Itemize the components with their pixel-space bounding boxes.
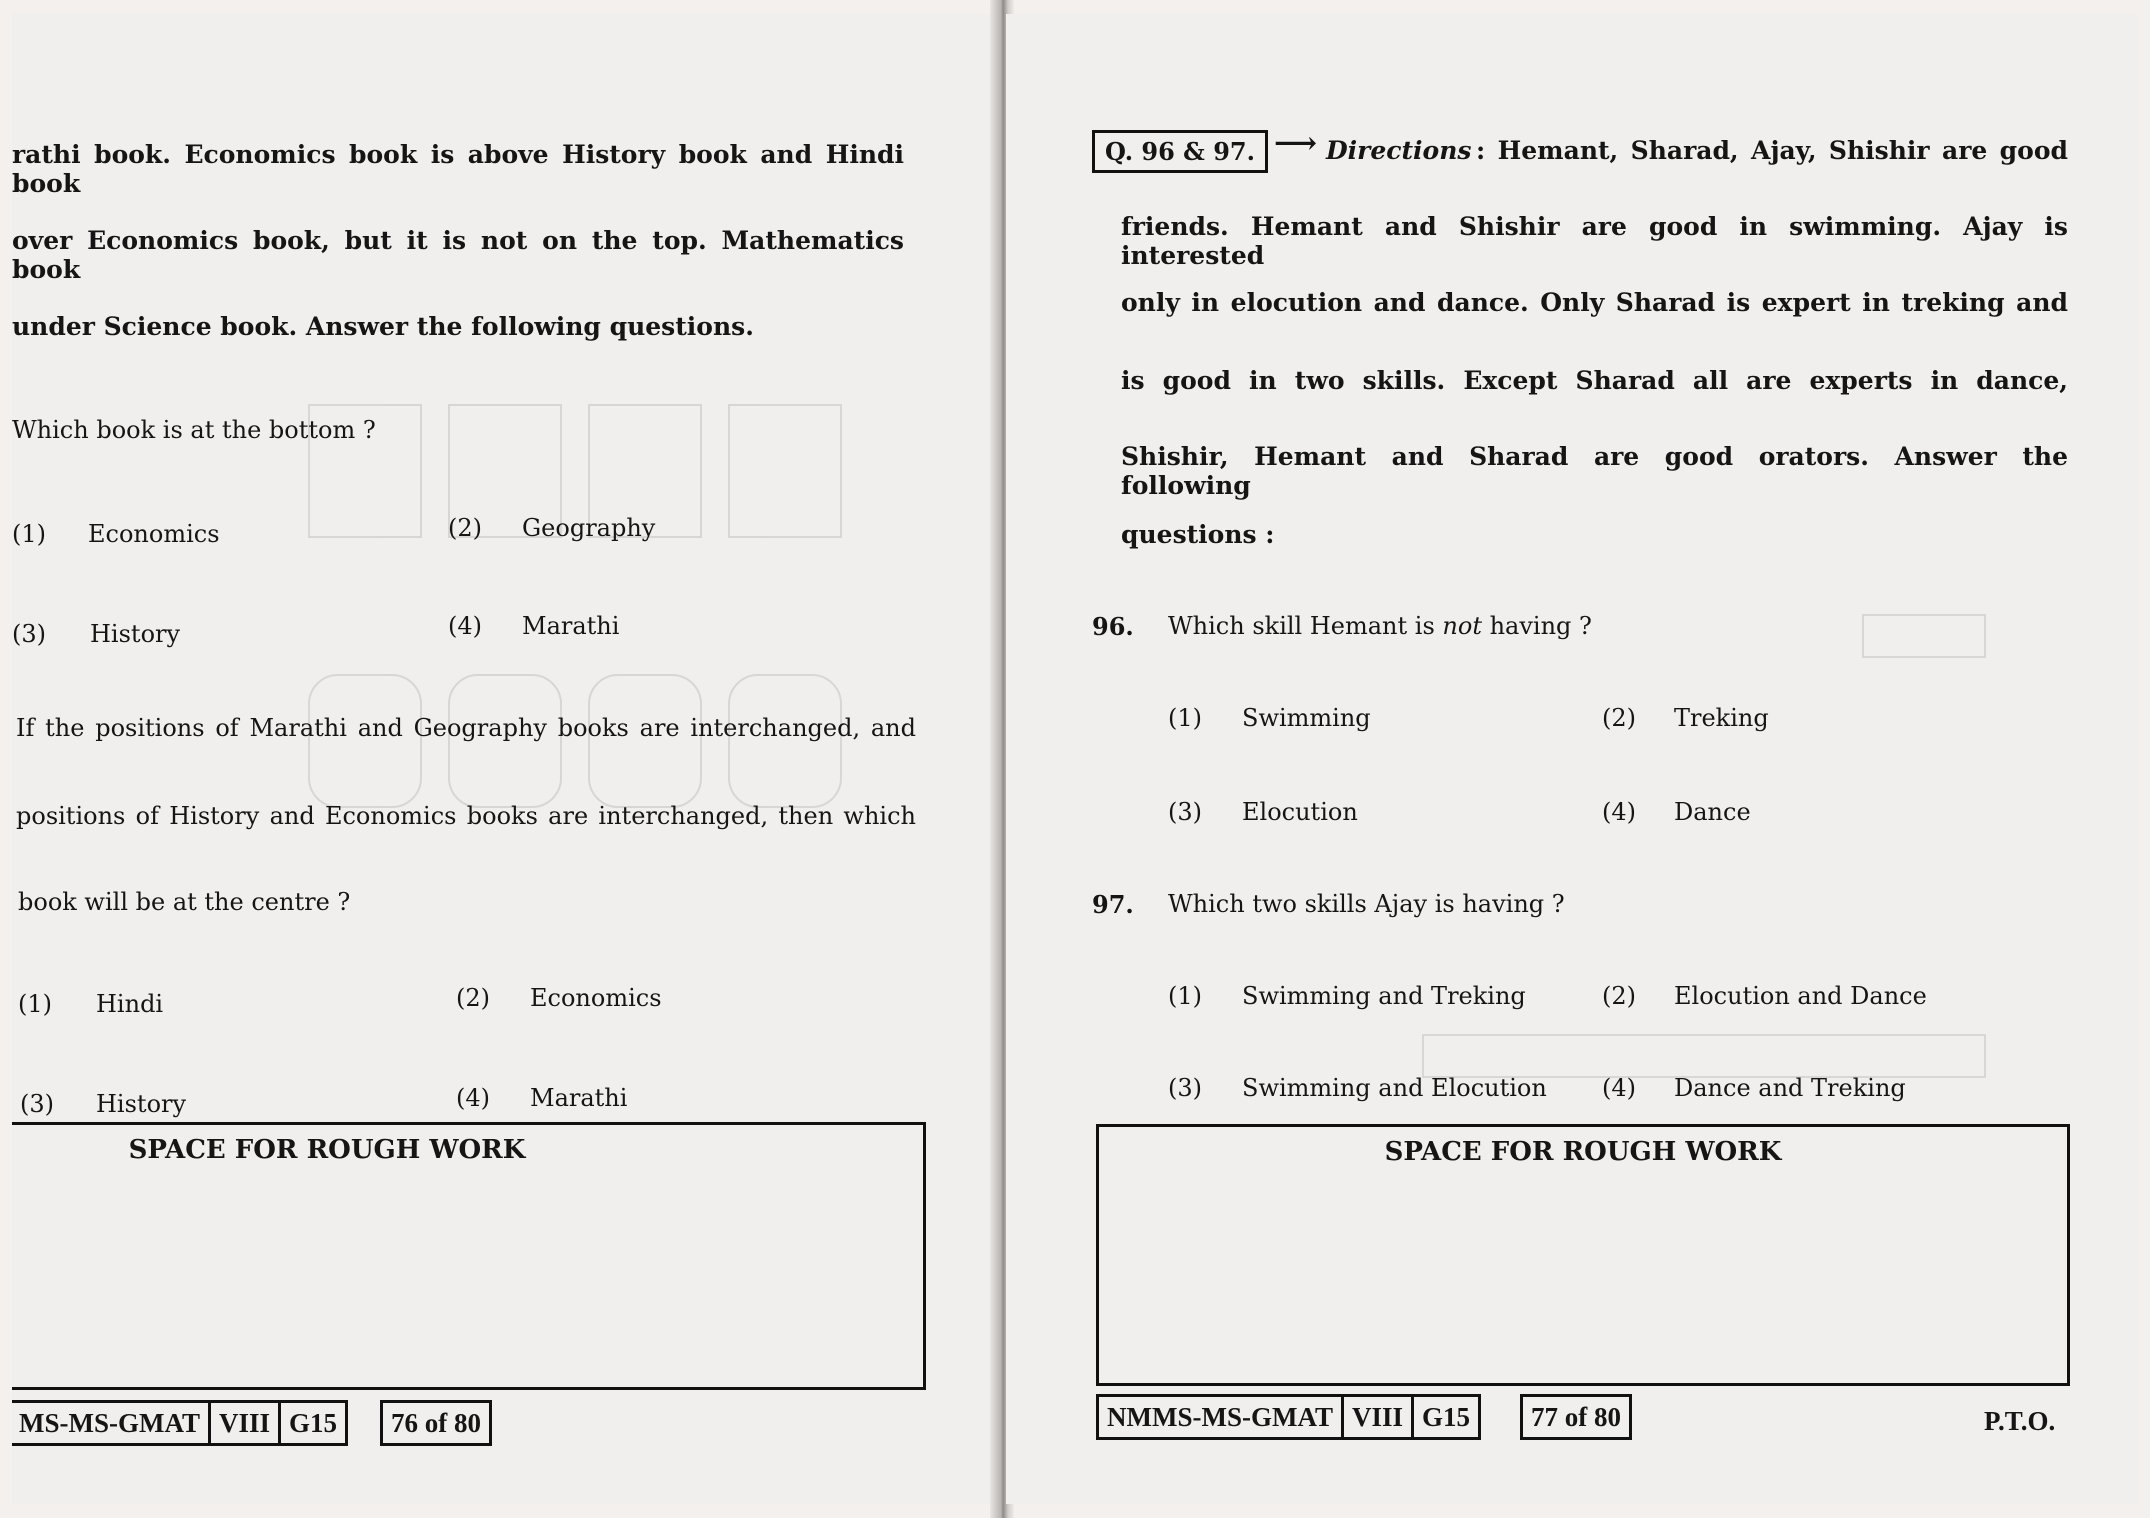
option-label[interactable]: Elocution and Dance [1674,982,1927,1010]
option-number: (3) [1168,798,1202,826]
rough-work-title: SPACE FOR ROUGH WORK [128,1135,526,1165]
option-number: (2) [448,514,482,542]
exam-code: MS-MS-GMAT [12,1403,211,1443]
option-label[interactable]: History [90,620,181,648]
option-number: (2) [1602,704,1636,732]
option-number: (3) [1168,1074,1202,1102]
passage-line-3: only in elocution and dance. Only Sharad is expert in treking and [1121,288,2068,317]
option-number: (3) [20,1090,54,1118]
question-line-2: positions of History and Economics books are interchanged, then which [16,802,916,830]
right-page [1006,14,2138,1504]
passage-line-2: over Economics book, but it is not on the top. Mathematics book [12,226,904,284]
please-turn-over: P.T.O. [1984,1406,2056,1436]
set-code: G15 [289,1407,338,1438]
option-number: (1) [1168,982,1202,1010]
page-number: 77 of 80 [1520,1394,1632,1440]
question-range-label: Q. 96 & 97. [1092,130,1268,173]
left-page [12,14,1002,1504]
rough-work-title: SPACE FOR ROUGH WORK [1384,1137,1782,1167]
passage-line-2: friends. Hemant and Shishir are good in swimming. Ajay is interested [1121,212,2068,270]
option-label[interactable]: Economics [530,984,662,1012]
standard: VIII [1344,1397,1414,1437]
passage-line-6: questions : [1121,520,1275,549]
option-label[interactable]: Marathi [530,1084,628,1112]
option-label[interactable]: Elocution [1242,798,1358,826]
passage-line-5: Shishir, Hemant and Sharad are good orators. Answer the following [1121,442,2068,500]
footer-code-box [12,1400,348,1446]
rough-work-box [12,1122,926,1390]
option-number: (1) [18,990,52,1018]
option-label[interactable]: Treking [1674,704,1769,732]
option-number: (1) [1168,704,1202,732]
option-number: (4) [456,1084,490,1112]
option-label[interactable]: History [96,1090,187,1118]
option-number: (4) [1602,798,1636,826]
question-text: Which skill Hemant is not having ? [1168,612,1592,640]
passage-line-3: under Science book. Answer the following questions. [12,312,754,341]
passage-line-1: : Hemant, Sharad, Ajay, Shishir are good [1476,136,2068,165]
rough-work-box [1096,1124,2070,1386]
option-number: (2) [456,984,490,1012]
option-number: (4) [448,612,482,640]
question-text: Which two skills Ajay is having ? [1168,890,1565,918]
directions-label: Directions [1326,136,1472,165]
passage-line-4: is good in two skills. Except Sharad all are experts in dance, [1121,366,2068,395]
option-label[interactable]: Geography [522,514,656,542]
page-number: 76 of 80 [380,1400,492,1446]
standard: VIII [211,1403,281,1443]
option-label[interactable]: Marathi [522,612,620,640]
option-label[interactable]: Dance and Treking [1674,1074,1906,1102]
option-number: (4) [1602,1074,1636,1102]
set-code: G15 [1422,1401,1471,1432]
passage-line-1: rathi book. Economics book is above History book and Hindi book [12,140,904,198]
show-through-text [1386,614,1986,1114]
question-number: 96. [1092,612,1134,641]
question-number: 97. [1092,890,1134,919]
question-text: Which book is at the bottom ? [12,416,376,444]
footer-code-box [1096,1394,1481,1440]
option-label[interactable]: Swimming and Treking [1242,982,1526,1010]
option-label[interactable]: Dance [1674,798,1751,826]
question-line-1: If the positions of Marathi and Geography books are interchanged, and [16,714,916,742]
option-label[interactable]: Economics [88,520,220,548]
option-label[interactable]: Swimming [1242,704,1371,732]
option-label[interactable]: Swimming and Elocution [1242,1074,1547,1102]
arrow-right-icon: ⟶ [1274,126,1318,161]
option-label[interactable]: Hindi [96,990,164,1018]
option-number: (3) [12,620,46,648]
option-number: (1) [12,520,46,548]
exam-code: NMMS-MS-GMAT [1099,1397,1344,1437]
option-number: (2) [1602,982,1636,1010]
question-line-3: book will be at the centre ? [18,888,351,916]
